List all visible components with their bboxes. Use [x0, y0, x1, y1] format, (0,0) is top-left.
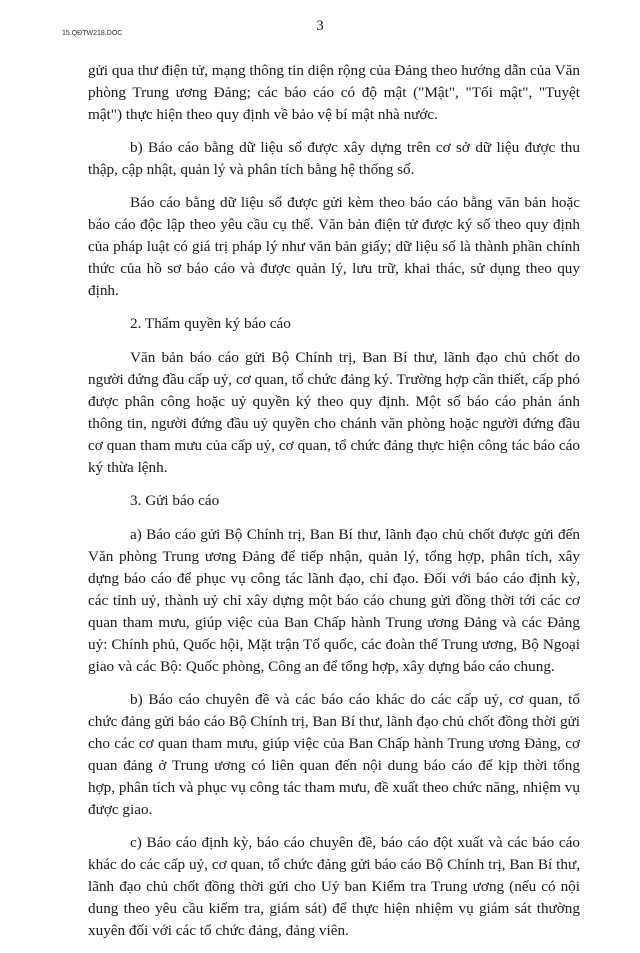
- paragraph-digital-report: Báo cáo bằng dữ liệu số được gửi kèm theo báo cáo bằng văn bản hoặc báo cáo độc lập theo yêu cầu cụ thể. Văn bản điện tử được ký số theo quy định của pháp luật có giá trị pháp lý như văn bản giấy; dữ liệu số là thành phần chính thức của hồ sơ báo cáo và được quản lý, lưu trữ, khai thác, sử dụng theo quy định.: [88, 194, 580, 299]
- paragraph-3b: b) Báo cáo chuyên đề và các báo cáo khác do các cấp uỷ, cơ quan, tổ chức đảng gửi báo cáo Bộ Chính trị, Ban Bí thư, lãnh đạo chủ chốt đồng thời gửi cho các cơ quan tham mưu, giúp việc của Ban Chấp hành Trung ương Đảng, cơ quan đảng ở Trung ương có liên quan đến nội dung báo cáo để kịp thời tổng hợp, phân tích và phục vụ công tác tham mưu, đề xuất theo chức năng, nhiệm vụ được giao.: [88, 691, 580, 818]
- paragraph-signing-authority: Văn bản báo cáo gửi Bộ Chính trị, Ban Bí thư, lãnh đạo chủ chốt do người đứng đầu cấp uỷ, cơ quan, tổ chức đảng ký. Trường hợp cần thiết, cấp phó được phân công hoặc uỷ quyền ký theo quy định. Một số báo cáo phản ánh thông tin, người đứng đầu uỷ quyền cho chánh văn phòng hoặc người đứng đầu cơ quan tham mưu của cấp uỷ, cơ quan, tổ chức đảng thực hiện công tác báo cáo ký thừa lệnh.: [88, 349, 580, 476]
- document-body: [88, 60, 580, 953]
- page-number: 3: [316, 18, 324, 34]
- paragraph-1b: b) Báo cáo bằng dữ liệu số được xây dựng trên cơ sở dữ liệu được thu thập, cập nhật, quản lý và phân tích bằng hệ thống số.: [88, 139, 580, 178]
- section-heading-3: 3. Gửi báo cáo: [130, 492, 220, 509]
- document-code: 15.QĐTW218.DOC: [62, 30, 123, 37]
- section-heading-2: 2. Thẩm quyền ký báo cáo: [130, 315, 291, 332]
- paragraph-3c: c) Báo cáo định kỳ, báo cáo chuyên đề, báo cáo đột xuất và các báo cáo khác do các cấp uỷ, cơ quan, tổ chức đảng gửi báo cáo Bộ Chính trị, Ban Bí thư, lãnh đạo chủ chốt đồng thời gửi cho Uỷ ban Kiểm tra Trung ương (nếu có nội dung theo yêu cầu kiểm tra, giám sát) để thực hiện nhiệm vụ giám sát thường xuyên đối với các tổ chức đảng, đảng viên.: [88, 834, 580, 939]
- paragraph-3a: a) Báo cáo gửi Bộ Chính trị, Ban Bí thư, lãnh đạo chủ chốt được gửi đến Văn phòng Trung ương Đảng để tiếp nhận, quản lý, tổng hợp, phân tích, xây dựng báo cáo để phục vụ công tác lãnh đạo, chỉ đạo. Đối với báo cáo định kỳ, các tỉnh uỷ, thành uỷ chỉ xây dựng một báo cáo chung gửi đồng thời tới các cơ quan tham mưu, giúp việc của Ban Chấp hành Trung ương Đảng và các Đảng uỷ: Chính phủ, Quốc hội, Mặt trận Tổ quốc, các đoàn thể Trung ương, Bộ Ngoại giao và các Bộ: Quốc phòng, Công an để tổng hợp, xây dựng báo cáo chung.: [88, 526, 580, 675]
- paragraph-continuation: gửi qua thư điện tử, mạng thông tin diện rộng của Đảng theo hướng dẫn của Văn phòng Trung ương Đảng; các báo cáo có độ mật ("Mật", "Tối mật", "Tuyệt mật") thực hiện theo quy định về bảo vệ bí mật nhà nước.: [88, 62, 580, 123]
